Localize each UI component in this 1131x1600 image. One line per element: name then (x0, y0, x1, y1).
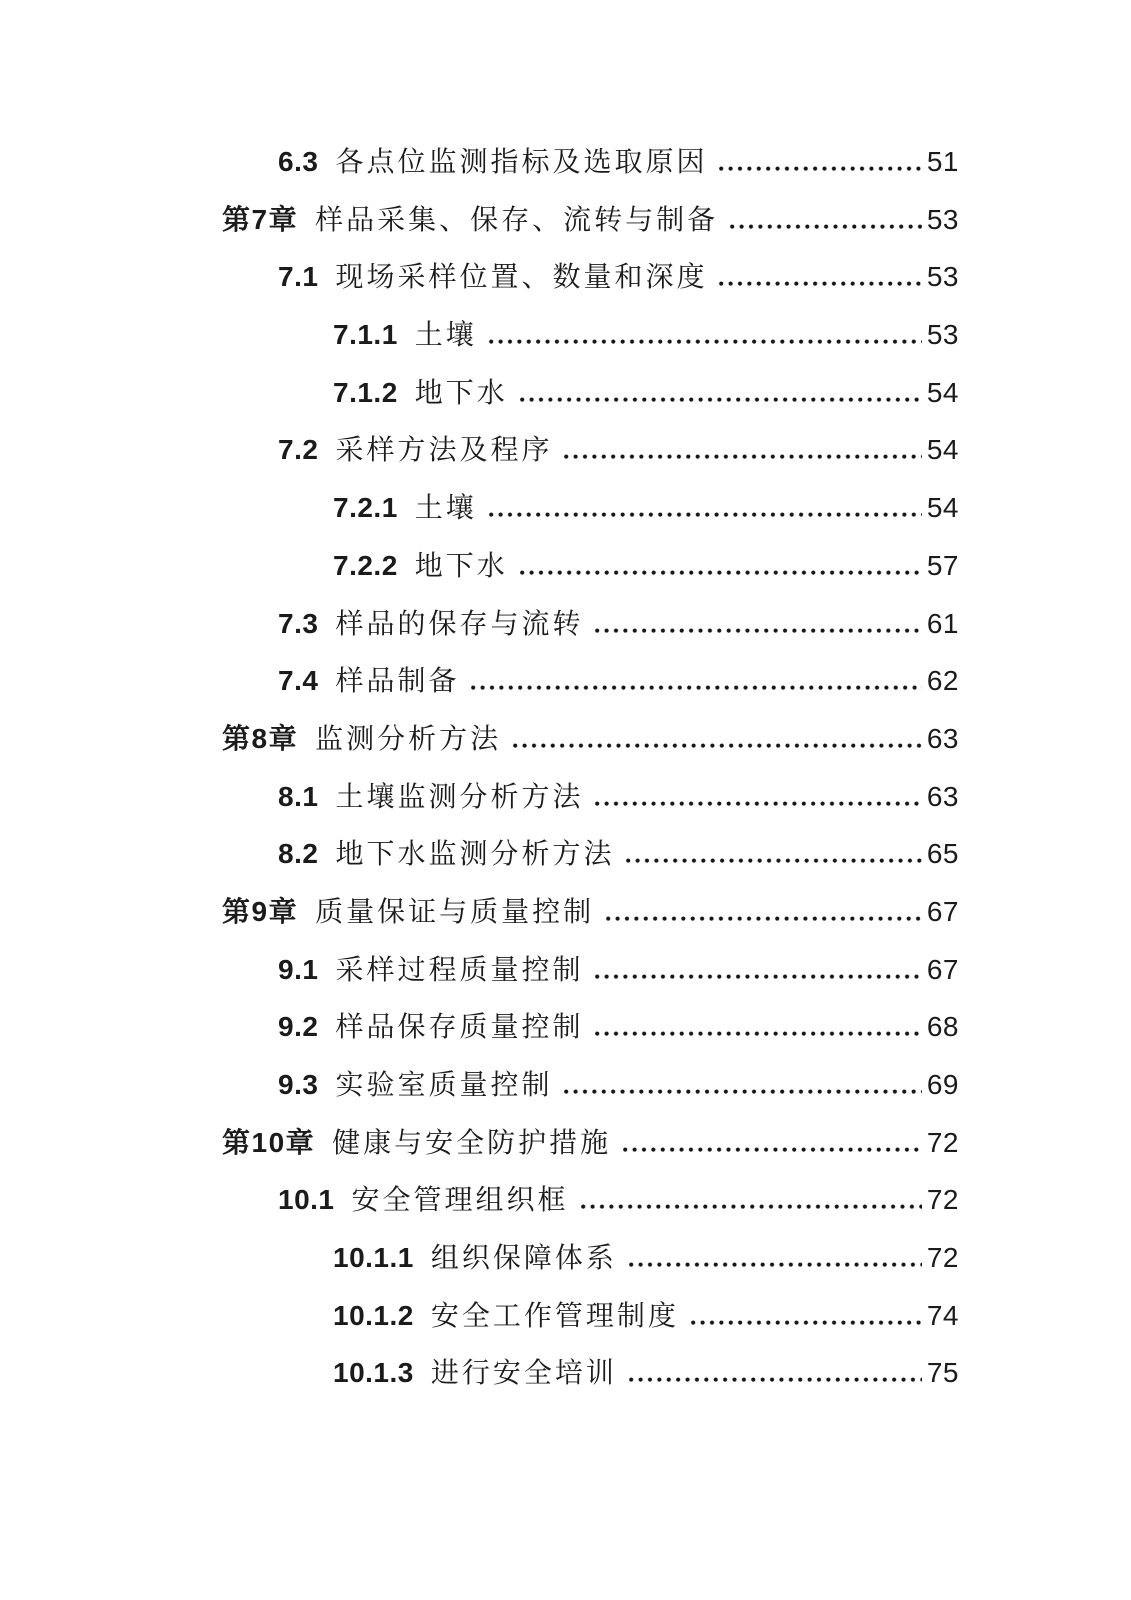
dot-leader (606, 916, 922, 921)
toc-entry[interactable] (222, 1287, 959, 1345)
dot-leader (513, 743, 922, 748)
toc-entry-title: 各点位监测指标及选取原因 (335, 146, 708, 177)
toc-entry-page: 53 (926, 203, 959, 235)
toc-entry-title: 地下水监测分析方法 (335, 838, 615, 870)
dot-leader (691, 1320, 922, 1325)
dot-leader (489, 339, 922, 344)
dot-leader (719, 281, 921, 286)
toc-entry-number: 8.1 (278, 780, 319, 812)
toc-entry-number: 7.2 (278, 434, 319, 466)
toc-entry-title: 样品的保存与流转 (335, 607, 584, 639)
toc-entry-page: 57 (926, 549, 959, 581)
toc-entry-title: 实验室质量控制 (335, 1069, 553, 1100)
toc-entry-title: 组织保障体系 (430, 1242, 617, 1274)
dot-leader (595, 974, 921, 979)
toc-entry-title: 采样方法及程序 (335, 434, 553, 466)
toc-entry-page: 68 (926, 1011, 959, 1043)
toc-entry-title: 样品采集、保存、流转与制备 (315, 203, 719, 235)
toc-entry-page: 67 (926, 895, 959, 927)
dot-leader (629, 1377, 922, 1382)
toc-entry[interactable] (222, 364, 959, 422)
dot-leader (595, 801, 921, 806)
toc-entry[interactable] (222, 1229, 959, 1287)
toc-entry-page: 72 (926, 1126, 959, 1158)
toc-entry[interactable] (222, 421, 959, 479)
toc-entry-title: 采样过程质量控制 (335, 953, 584, 985)
toc-entry-number: 7.1.2 (333, 376, 398, 408)
toc-entry[interactable] (222, 652, 959, 710)
toc-entry-title: 质量保证与质量控制 (315, 895, 595, 927)
dot-leader (520, 397, 922, 402)
toc-entry-number: 9.2 (278, 1011, 319, 1043)
toc-entry[interactable] (222, 1171, 959, 1229)
toc-entry[interactable] (222, 595, 959, 653)
toc-entry-page: 72 (926, 1242, 959, 1274)
toc-entry-number: 第9章 (222, 895, 299, 927)
toc-entry-number: 10.1.2 (333, 1299, 414, 1331)
toc-entry-page: 54 (926, 492, 959, 524)
dot-leader (629, 1262, 922, 1267)
toc-entry[interactable] (222, 998, 959, 1056)
toc-entry-number: 7.4 (278, 665, 319, 697)
toc-entry-number: 7.2.2 (333, 549, 398, 581)
toc-entry[interactable] (222, 883, 959, 941)
toc-entry-title: 安全工作管理制度 (430, 1299, 679, 1331)
toc-entry-page: 63 (926, 722, 959, 754)
toc-entry[interactable] (222, 1114, 959, 1172)
toc-entry[interactable] (222, 191, 959, 249)
toc-entry[interactable] (222, 479, 959, 537)
toc-entry[interactable] (222, 306, 959, 364)
toc-entry-title: 土壤 (414, 492, 477, 524)
toc-entry-title: 安全管理组织框 (351, 1184, 569, 1216)
toc-entry-number: 10.1.1 (333, 1242, 414, 1274)
dot-leader (719, 166, 921, 171)
dot-leader (595, 628, 921, 633)
dot-leader (581, 1204, 922, 1209)
toc-entry-number: 10.1.3 (333, 1357, 414, 1389)
dot-leader (626, 858, 921, 863)
dot-leader (564, 1089, 921, 1094)
toc-entry-title: 地下水 (414, 549, 508, 581)
toc-entry-page: 74 (926, 1299, 959, 1331)
toc-entry[interactable] (222, 1056, 959, 1114)
toc-entry-title: 进行安全培训 (430, 1357, 617, 1389)
toc-entry-page: 54 (926, 434, 959, 466)
toc-entry[interactable] (222, 248, 959, 306)
toc-entry-page: 75 (926, 1357, 959, 1389)
dot-leader (564, 454, 921, 459)
toc-entry-number: 第8章 (222, 722, 299, 754)
toc-entry-number: 7.3 (278, 607, 319, 639)
toc-entry-page: 63 (926, 780, 959, 812)
table-of-contents (222, 133, 959, 1402)
toc-entry-page: 65 (926, 838, 959, 870)
toc-entry-number: 7.2.1 (333, 492, 398, 524)
toc-entry-title: 监测分析方法 (315, 722, 502, 754)
toc-entry[interactable] (222, 768, 959, 826)
toc-entry-page: 53 (926, 261, 959, 293)
toc-entry-page: 53 (926, 319, 959, 351)
toc-entry-title: 土壤监测分析方法 (335, 780, 584, 812)
dot-leader (730, 224, 922, 229)
toc-entry-number: 第7章 (222, 203, 299, 235)
toc-entry-number: 8.2 (278, 838, 319, 870)
dot-leader (520, 570, 922, 575)
toc-entry-title: 土壤 (414, 319, 477, 351)
toc-entry-title: 地下水 (414, 376, 508, 408)
dot-leader (595, 1031, 921, 1036)
toc-entry-title: 现场采样位置、数量和深度 (335, 261, 708, 293)
toc-entry-number: 6.3 (278, 146, 319, 177)
dot-leader (623, 1147, 922, 1152)
toc-entry-title: 样品制备 (335, 665, 460, 697)
toc-entry[interactable] (222, 537, 959, 595)
toc-entry-page: 72 (926, 1184, 959, 1216)
toc-entry[interactable] (222, 710, 959, 768)
dot-leader (471, 685, 921, 690)
toc-entry-number: 7.1 (278, 261, 319, 293)
toc-entry[interactable] (222, 1344, 959, 1402)
toc-entry-number: 9.3 (278, 1069, 319, 1100)
toc-entry-number: 第10章 (222, 1126, 316, 1158)
toc-entry-number: 10.1 (278, 1184, 335, 1216)
toc-entry-page: 54 (926, 376, 959, 408)
toc-entry-number: 9.1 (278, 953, 319, 985)
dot-leader (489, 512, 922, 517)
toc-entry-page: 67 (926, 953, 959, 985)
toc-entry[interactable] (222, 825, 959, 883)
toc-entry-number: 7.1.1 (333, 319, 398, 351)
toc-entry[interactable] (222, 133, 959, 191)
toc-entry-page: 51 (926, 146, 959, 177)
toc-entry[interactable] (222, 941, 959, 999)
toc-entry-page: 69 (926, 1069, 959, 1100)
toc-entry-title: 样品保存质量控制 (335, 1011, 584, 1043)
toc-entry-page: 62 (926, 665, 959, 697)
toc-entry-title: 健康与安全防护措施 (332, 1126, 612, 1158)
toc-entry-page: 61 (926, 607, 959, 639)
